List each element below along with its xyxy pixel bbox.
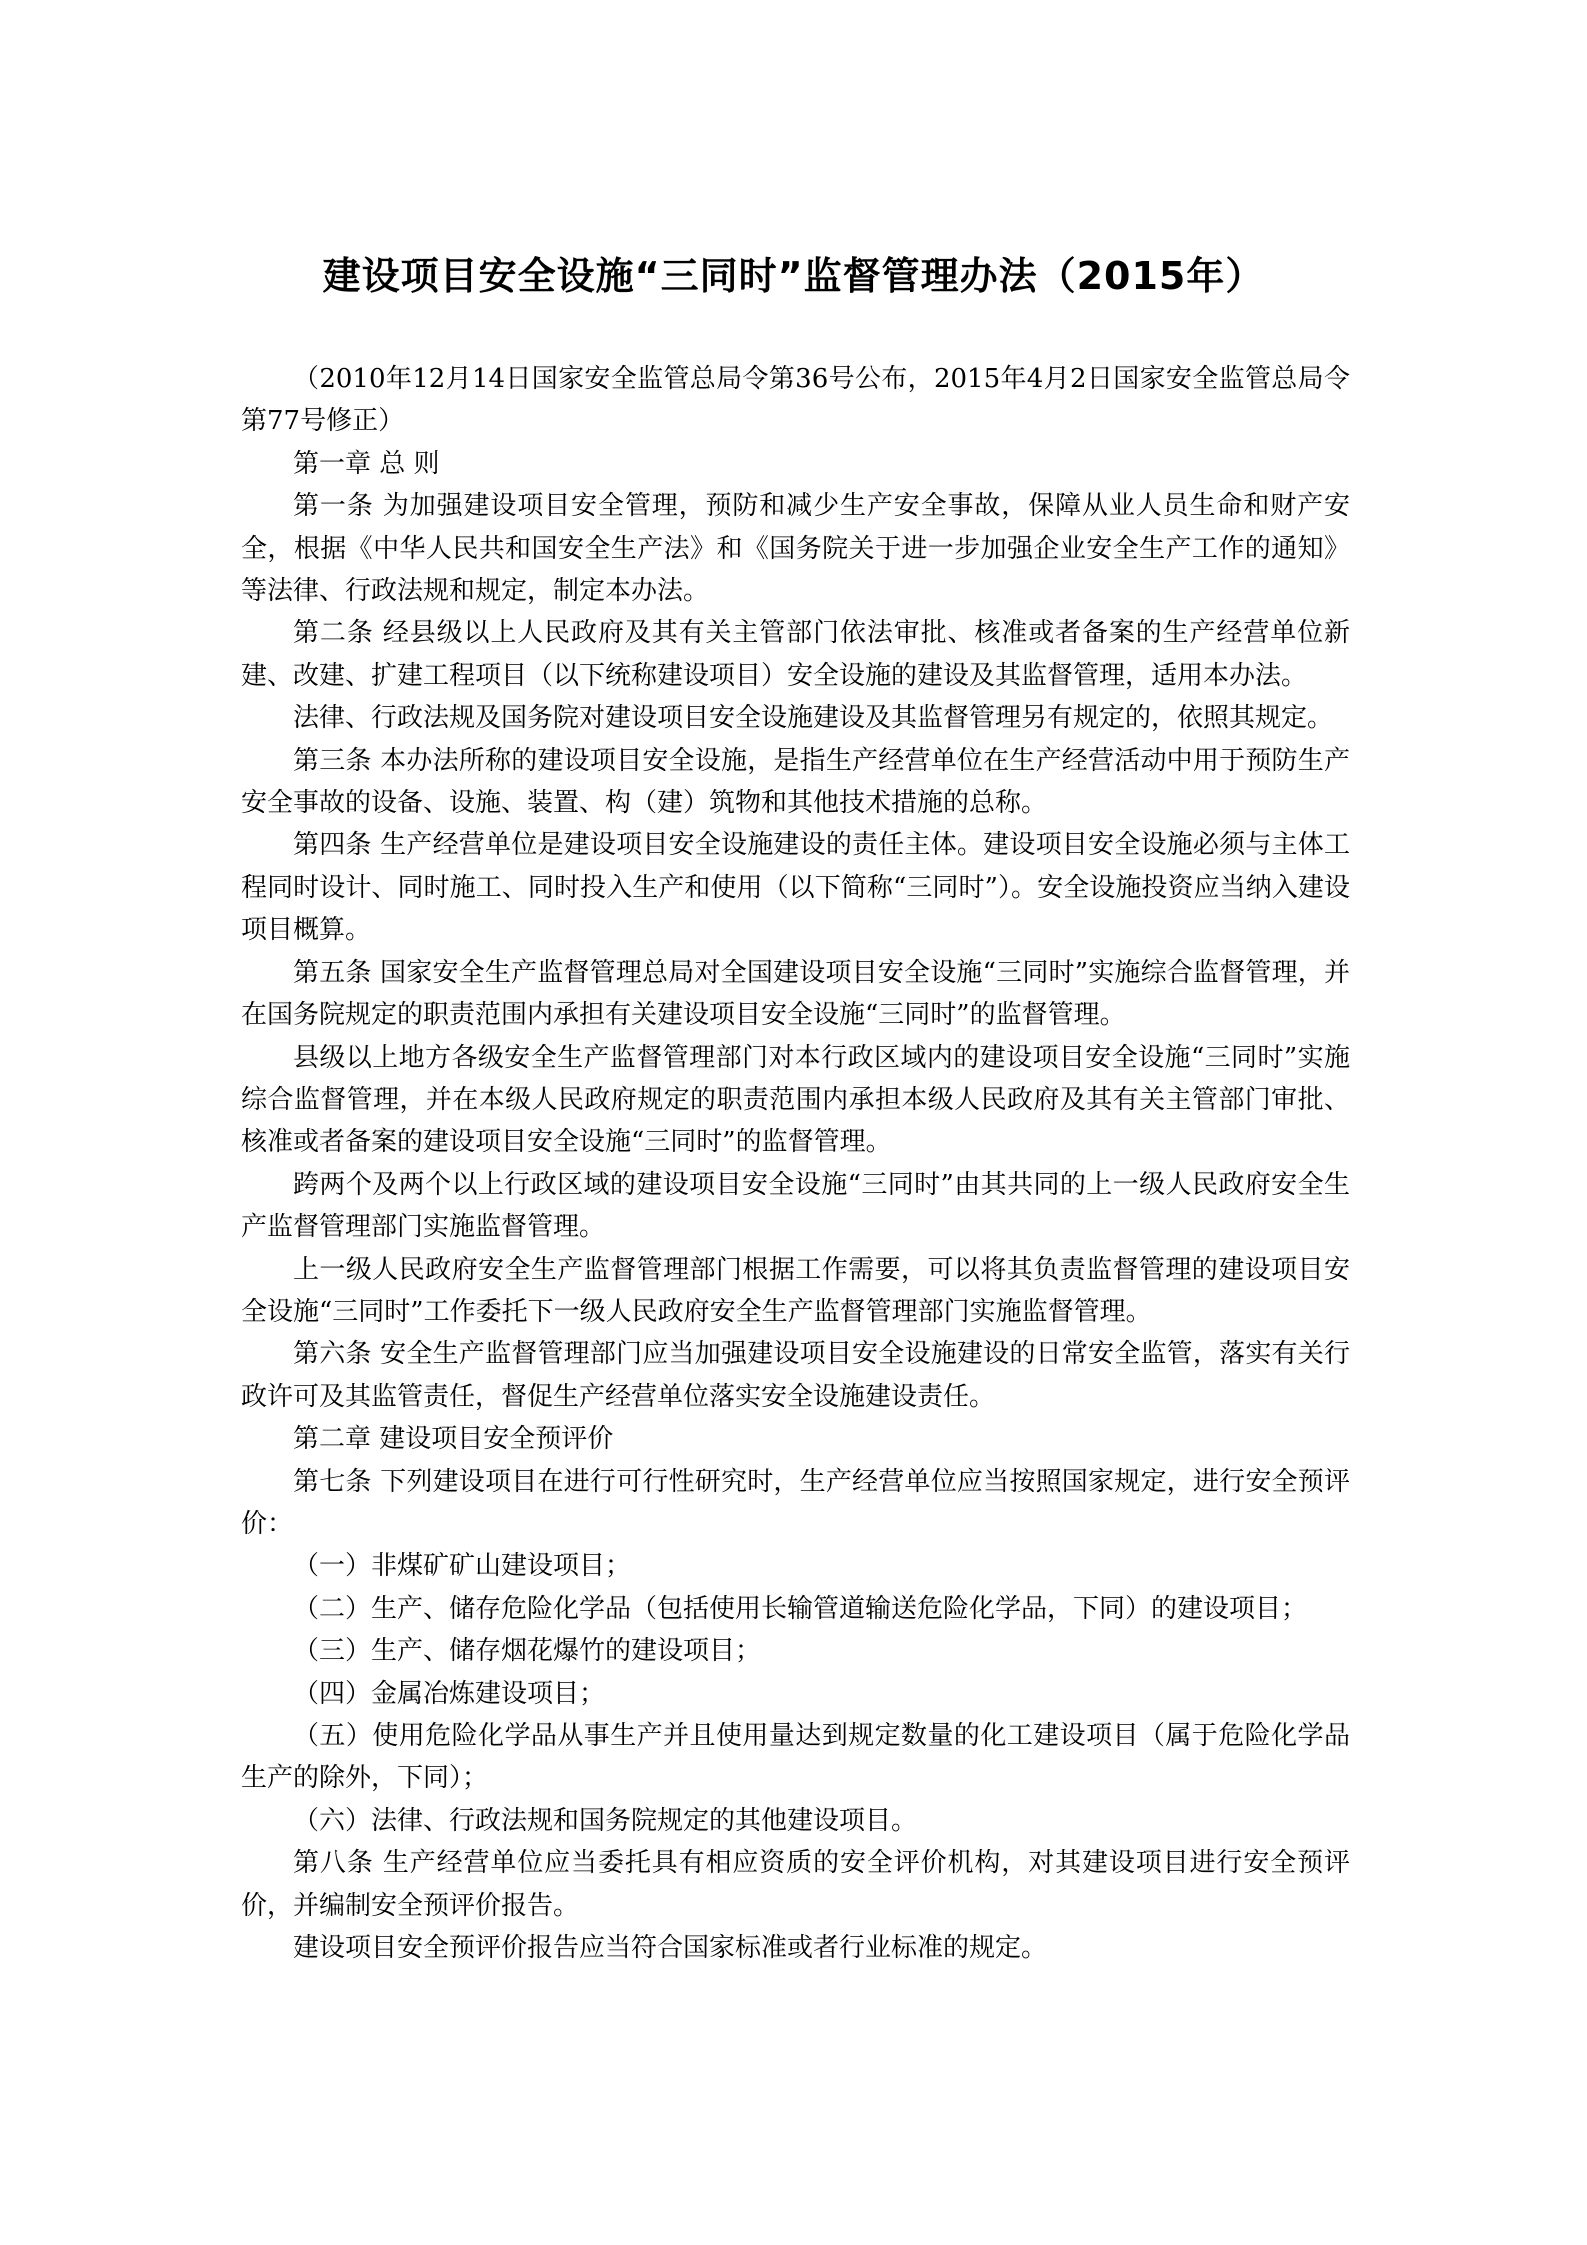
article-3: 第三条 本办法所称的建设项目安全设施，是指生产经营单位在生产经营活动中用于预防生产安全事故的设备、设施、装置、构（建）筑物和其他技术措施的总称。: [241, 745, 1350, 819]
article-5-clause-4: 上一级人民政府安全生产监督管理部门根据工作需要，可以将其负责监督管理的建设项目安全设施“三同时”工作委托下一级人民政府安全生产监督管理部门实施监督管理。: [241, 1254, 1350, 1327]
article-8-clause-2: 建设项目安全预评价报告应当符合国家标准或者行业标准的规定。: [293, 1933, 1048, 1964]
article-8: 第八条 生产经营单位应当委托具有相应资质的安全评价机构，对其建设项目进行安全预评价，并编制安全预评价报告。: [241, 1848, 1350, 1921]
article-7-item-5: （五）使用危险化学品从事生产并且使用量达到规定数量的化工建设项目（属于危险化学品生产的除外，下同）；: [241, 1721, 1350, 1794]
article-5-clause-2: 县级以上地方各级安全生产监督管理部门对本行政区域内的建设项目安全设施“三同时”实施综合监督管理，并在本级人民政府规定的职责范围内承担本级人民政府及其有关主管部门审批、核准或者备案的建设项目安全设施“三同时”的监督管理。: [241, 1042, 1350, 1158]
document-title: 建设项目安全设施“三同时”监督管理办法（2015年）: [322, 254, 1265, 298]
article-2: 第二条 经县级以上人民政府及其有关主管部门依法审批、核准或者备案的生产经营单位新建、改建、扩建工程项目（以下统称建设项目）安全设施的建设及其监督管理，适用本办法。: [241, 618, 1350, 691]
article-7-item-3: （三）生产、储存烟花爆竹的建设项目；: [293, 1636, 762, 1667]
article-7-item-6: （六）法律、行政法规和国务院规定的其他建设项目。: [293, 1805, 918, 1836]
article-6: 第六条 安全生产监督管理部门应当加强建设项目安全设施建设的日常安全监管，落实有关行政许可及其监管责任，督促生产经营单位落实安全设施建设责任。: [241, 1339, 1350, 1412]
document-body: [241, 358, 1350, 1969]
article-5: 第五条 国家安全生产监督管理总局对全国建设项目安全设施“三同时”实施综合监督管理，并在国务院规定的职责范围内承担有关建设项目安全设施“三同时”的监督管理。: [241, 957, 1350, 1031]
article-7-item-2: （二）生产、储存危险化学品（包括使用长输管道输送危险化学品，下同）的建设项目；: [293, 1593, 1308, 1624]
article-5-clause-3: 跨两个及两个以上行政区域的建设项目安全设施“三同时”由其共同的上一级人民政府安全生产监督管理部门实施监督管理。: [241, 1169, 1350, 1243]
paragraph-preamble: （2010年12月14日国家安全监管总局令第36号公布，2015年4月2日国家安全监管总局令第77号修正）: [241, 364, 1350, 437]
chapter-2-heading: 第二章 建设项目安全预评价: [293, 1424, 614, 1455]
article-7-item-1: （一）非煤矿矿山建设项目；: [293, 1551, 632, 1582]
article-2-clause-2: 法律、行政法规及国务院对建设项目安全设施建设及其监督管理另有规定的，依照其规定。: [293, 703, 1334, 734]
chapter-1-heading: 第一章 总 则: [293, 448, 440, 479]
article-1: 第一条 为加强建设项目安全管理，预防和减少生产安全事故，保障从业人员生命和财产安全，根据《中华人民共和国安全生产法》和《国务院关于进一步加强企业安全生产工作的通知》等法律、行政法规和规定，制定本办法。: [241, 491, 1350, 607]
article-4: 第四条 生产经营单位是建设项目安全设施建设的责任主体。建设项目安全设施必须与主体工程同时设计、同时施工、同时投入生产和使用（以下简称“三同时”）。安全设施投资应当纳入建设项目概算。: [241, 830, 1350, 946]
article-7: 第七条 下列建设项目在进行可行性研究时，生产经营单位应当按照国家规定，进行安全预评价：: [241, 1466, 1350, 1539]
article-7-item-4: （四）金属冶炼建设项目；: [293, 1678, 606, 1709]
